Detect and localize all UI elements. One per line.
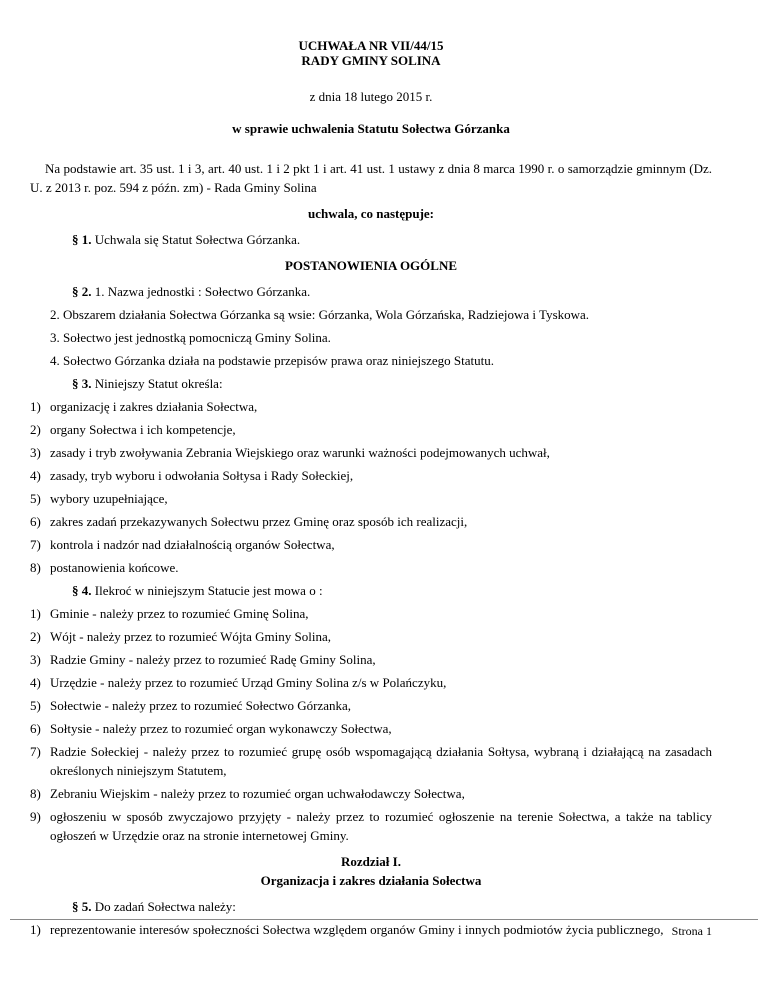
list-item-number: 4) xyxy=(30,468,41,483)
list-item-number: 7) xyxy=(30,537,41,552)
page-number: Strona 1 xyxy=(671,924,712,938)
list-item-number: 3) xyxy=(30,652,41,667)
list-item-number: 8) xyxy=(30,560,41,575)
section-paragraph: § 3. Niniejszy Statut określa: xyxy=(72,376,223,391)
list-item: 3) zasady i tryb zwoływania Zebrania Wiejskiego oraz warunki ważności podejmowanych uchwał, xyxy=(30,445,550,460)
list-item-number: 4) xyxy=(30,675,41,690)
list-item-number: 2) xyxy=(30,629,41,644)
centered-heading xyxy=(30,852,712,890)
list-item-number: 8) xyxy=(30,786,41,801)
section-paragraph: § 2. 1. Nazwa jednostki : Sołectwo Górzanka. xyxy=(72,284,311,299)
document-footer xyxy=(10,919,758,939)
section-symbol: § 1. xyxy=(72,232,95,247)
list-item: 7) Radzie Sołeckiej - należy przez to rozumieć grupę osób wspomagającą działania Sołtysa, wybraną i działającą na zasadach określonych niniejszym Statutem, xyxy=(30,744,712,778)
list-item-number: 6) xyxy=(30,721,41,736)
list-item: 4) Urzędzie - należy przez to rozumieć Urząd Gminy Solina z/s w Polańczyku, xyxy=(30,675,447,690)
section-symbol: § 2. xyxy=(72,284,95,299)
sub-paragraph: 2. Obszarem działania Sołectwa Górzanka są wsie: Górzanka, Wola Górzańska, Radziejowa i Tyskowa. xyxy=(50,307,590,322)
list-item: 5) Sołectwie - należy przez to rozumieć Sołectwo Górzanka, xyxy=(30,698,352,713)
list-item: 1) reprezentowanie interesów społeczności Sołectwa względem organów Gminy i innych podmiotów życia publicznego, xyxy=(30,922,664,937)
section-symbol: § 3. xyxy=(72,376,95,391)
section-symbol: § 5. xyxy=(72,899,95,914)
list-item: 5) wybory uzupełniające, xyxy=(30,491,168,506)
list-item: 8) Zebraniu Wiejskim - należy przez to rozumieć organ uchwałodawczy Sołectwa, xyxy=(30,786,465,801)
section-paragraph: § 5. Do zadań Sołectwa należy: xyxy=(72,899,236,914)
list-item: 8) postanowienia końcowe. xyxy=(30,560,179,575)
list-item: 6) Sołtysie - należy przez to rozumieć organ wykonawczy Sołectwa, xyxy=(30,721,392,736)
document-header xyxy=(30,38,712,136)
list-item: 7) kontrola i nadzór nad działalnością organów Sołectwa, xyxy=(30,537,335,552)
heading-line: Rozdział I. xyxy=(341,854,401,869)
title-line-1: UCHWAŁA NR VII/44/15 xyxy=(298,38,444,53)
title-line-2: RADY GMINY SOLINA xyxy=(301,53,441,68)
centered-heading xyxy=(30,204,712,223)
preamble-paragraph: Na podstawie art. 35 ust. 1 i 3, art. 40 ust. 1 i 2 pkt 1 i art. 41 ust. 1 ustawy z dnia 8 marca 1990 r. o samorządzie gminnym (Dz. U. z 2013 r. poz. 594 z późn. zm) - Rada Gminy Solina xyxy=(30,161,712,195)
list-item: 1) Gminie - należy przez to rozumieć Gminę Solina, xyxy=(30,606,309,621)
document-title xyxy=(30,38,712,68)
list-item-number: 9) xyxy=(30,809,41,824)
list-item-number: 7) xyxy=(30,744,41,759)
list-item-number: 1) xyxy=(30,399,41,414)
list-item-number: 3) xyxy=(30,445,41,460)
list-item: 4) zasady, tryb wyboru i odwołania Sołtysa i Rady Sołeckiej, xyxy=(30,468,354,483)
list-item: 1) organizację i zakres działania Sołectwa, xyxy=(30,399,258,414)
list-item-number: 2) xyxy=(30,422,41,437)
section-paragraph: § 4. Ilekroć w niniejszym Statucie jest mowa o : xyxy=(72,583,323,598)
heading-line: POSTANOWIENIA OGÓLNE xyxy=(284,258,458,273)
list-item-number: 1) xyxy=(30,922,41,937)
centered-heading xyxy=(30,256,712,275)
sub-paragraph: 4. Sołectwo Górzanka działa na podstawie przepisów prawa oraz niniejszego Statutu. xyxy=(50,353,495,368)
document-subject: w sprawie uchwalenia Statutu Sołectwa Górzanka xyxy=(232,121,510,136)
section-symbol: § 4. xyxy=(72,583,95,598)
heading-line: uchwala, co następuje: xyxy=(307,206,435,221)
list-item: 3) Radzie Gminy - należy przez to rozumieć Radę Gminy Solina, xyxy=(30,652,376,667)
document-body xyxy=(30,159,712,939)
section-paragraph: § 1. Uchwala się Statut Sołectwa Górzanka. xyxy=(72,232,301,247)
sub-paragraph: 3. Sołectwo jest jednostką pomocniczą Gminy Solina. xyxy=(50,330,331,345)
list-item-number: 1) xyxy=(30,606,41,621)
document-date: z dnia 18 lutego 2015 r. xyxy=(309,89,433,104)
list-item: 9) ogłoszeniu w sposób zwyczajowo przyjęty - należy przez to rozumieć ogłoszenie na terenie Sołectwa, a także na tablicy ogłoszeń w Urzędzie oraz na stronie internetowej Gminy. xyxy=(30,809,712,843)
list-item-number: 5) xyxy=(30,698,41,713)
heading-line: Organizacja i zakres działania Sołectwa xyxy=(260,873,482,888)
list-item: 2) Wójt - należy przez to rozumieć Wójta Gminy Solina, xyxy=(30,629,331,644)
list-item: 6) zakres zadań przekazywanych Sołectwu przez Gminę oraz sposób ich realizacji, xyxy=(30,514,468,529)
list-item-number: 5) xyxy=(30,491,41,506)
list-item: 2) organy Sołectwa i ich kompetencje, xyxy=(30,422,236,437)
list-item-number: 6) xyxy=(30,514,41,529)
